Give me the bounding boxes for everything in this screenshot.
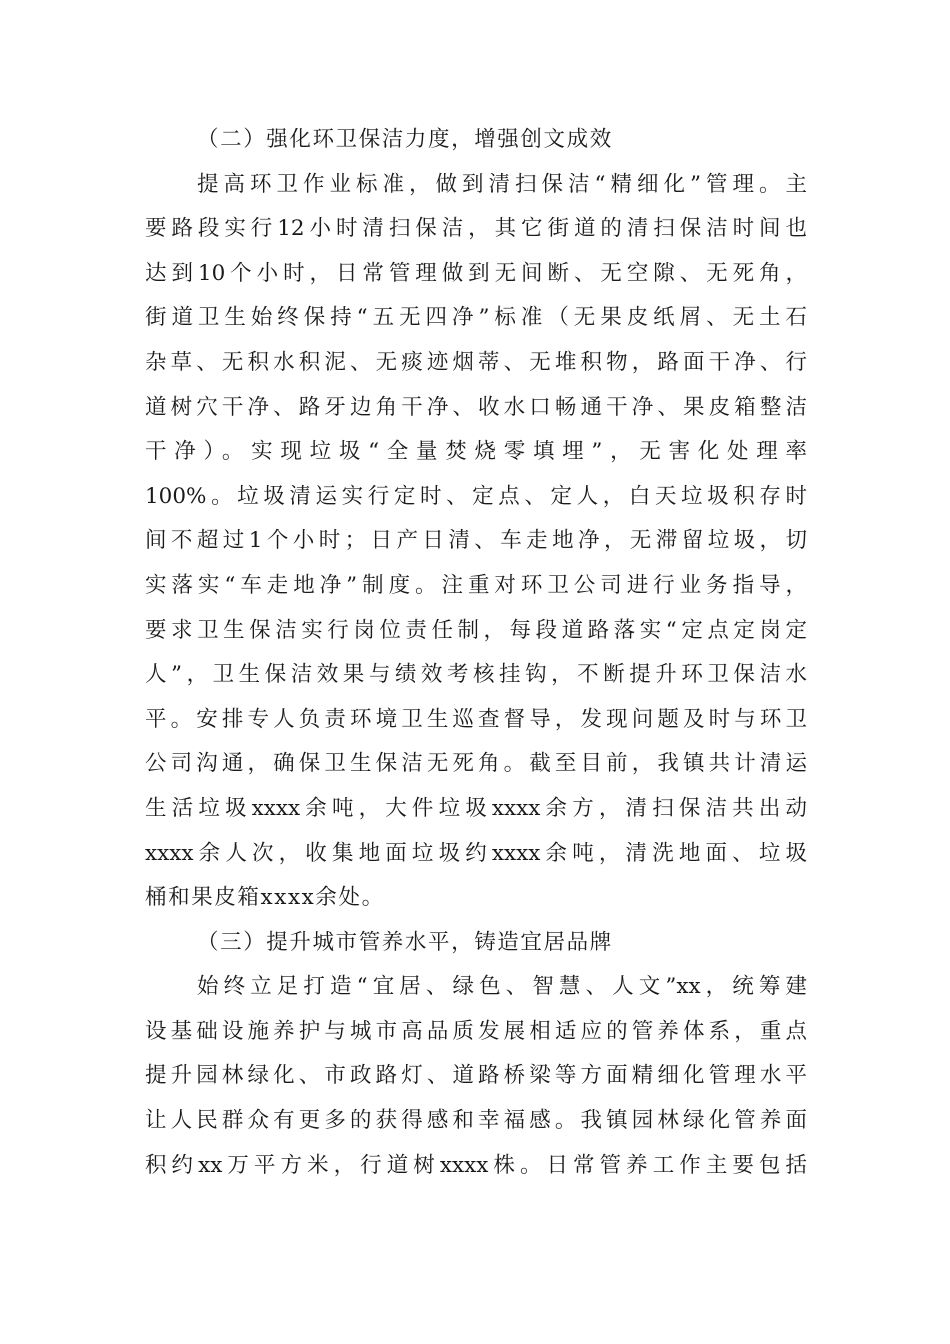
paragraph-line: 提高环卫作业标准，做到清扫保洁“精细化”管理。主 (197, 171, 807, 197)
paragraph-line: 生活垃圾xxxx余吨，大件垃圾xxxx余方，清扫保洁共出动 (145, 795, 807, 821)
paragraph-line: 要求卫生保洁实行岗位责任制，每段道路落实“定点定岗定 (145, 617, 807, 643)
paragraph-line: 设基础设施养护与城市高品质发展相适应的管养体系，重点 (145, 1018, 807, 1044)
paragraph-line: 达到10个小时，日常管理做到无间断、无空隙、无死角， (145, 260, 807, 286)
paragraph-line: 公司沟通，确保卫生保洁无死角。截至目前，我镇共计清运 (145, 751, 807, 777)
paragraph-line: 平。安排专人负责环境卫生巡查督导，发现问题及时与环卫 (145, 706, 807, 732)
paragraph-line: 间不超过1个小时；日产日清、车走地净，无滞留垃圾，切 (145, 528, 807, 554)
paragraph-line: 积约xx万平方米，行道树xxxx株。日常管养工作主要包括 (145, 1152, 807, 1178)
section-2 (145, 118, 807, 921)
document-page (145, 118, 807, 1188)
paragraph-line: 桶和果皮箱xxxx余处。 (145, 885, 385, 911)
paragraph-line: 要路段实行12小时清扫保洁，其它街道的清扫保洁时间也 (145, 216, 807, 242)
paragraph-line: 100%。垃圾清运实行定时、定点、定人，白天垃圾积存时 (145, 483, 807, 509)
paragraph-line: 始终立足打造“宜居、绿色、智慧、人文”xx，统筹建 (197, 974, 807, 1000)
section-heading: （二）强化环卫保洁力度，增强创文成效 (197, 127, 613, 152)
paragraph-line: 提升园林绿化、市政路灯、道路桥梁等方面精细化管理水平 (145, 1063, 807, 1089)
paragraph-line: xxxx余人次，收集地面垃圾约xxxx余吨，清洗地面、垃圾 (145, 840, 807, 866)
paragraph-line: 街道卫生始终保持“五无四净”标准（无果皮纸屑、无土石 (145, 305, 807, 331)
section-3 (145, 921, 807, 1189)
paragraph-line: 道树穴干净、路牙边角干净、收水口畅通干净、果皮箱整洁 (145, 394, 807, 420)
paragraph-line: 人”，卫生保洁效果与绩效考核挂钩，不断提升环卫保洁水 (145, 662, 807, 688)
paragraph-line: 杂草、无积水积泥、无痰迹烟蒂、无堆积物，路面干净、行 (145, 349, 807, 375)
paragraph-line: 让人民群众有更多的获得感和幸福感。我镇园林绿化管养面 (145, 1108, 807, 1134)
section-heading: （三）提升城市管养水平，铸造宜居品牌 (197, 929, 613, 955)
paragraph-line: 实落实“车走地净”制度。注重对环卫公司进行业务指导， (145, 572, 807, 598)
paragraph-line: 干净）。实现垃圾“全量焚烧零填埋”，无害化处理率 (145, 439, 807, 465)
